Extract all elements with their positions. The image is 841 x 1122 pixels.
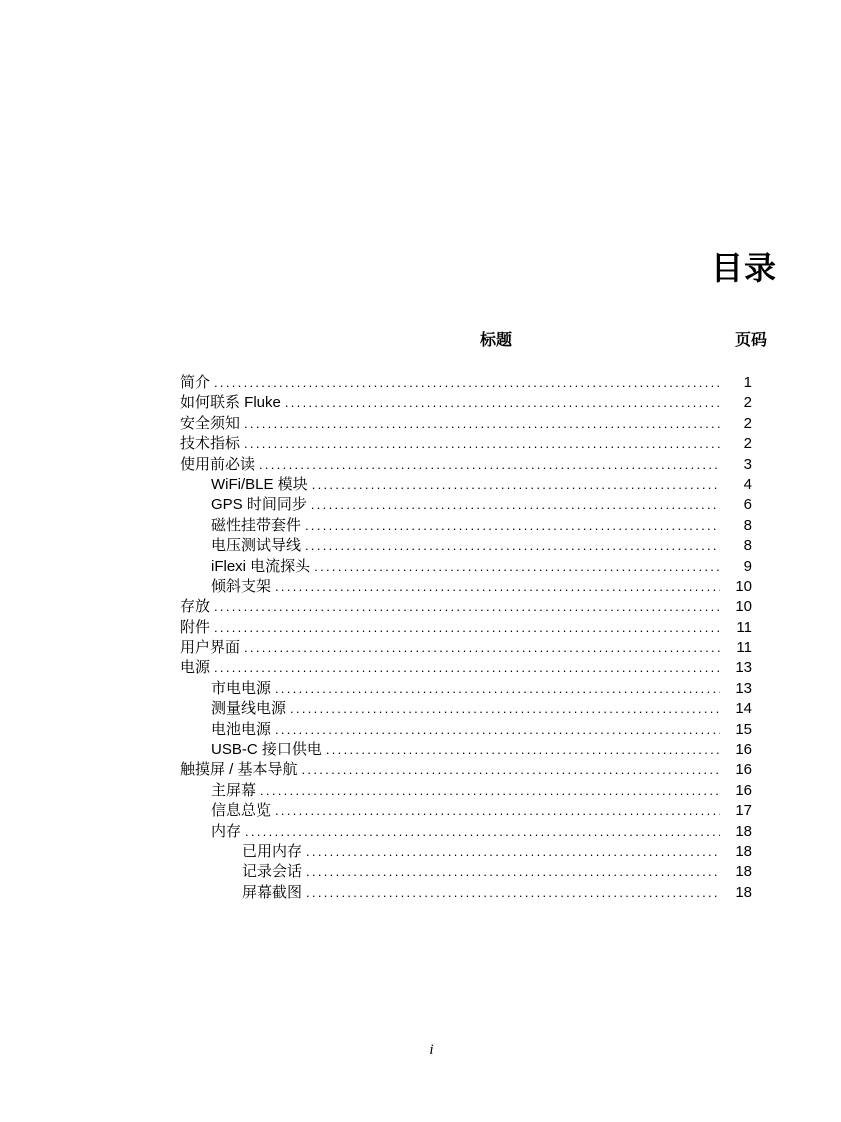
toc-entry-page: 6 bbox=[743, 496, 752, 514]
toc-entry-label: 如何联系 Fluke bbox=[180, 394, 281, 412]
toc-entry[interactable] bbox=[180, 455, 752, 475]
toc-leader-dots bbox=[244, 434, 720, 454]
toc-entry-page: 11 bbox=[736, 618, 752, 636]
toc-entry-page: 15 bbox=[735, 720, 752, 738]
toc-entry[interactable] bbox=[180, 475, 752, 495]
toc-leader-dots bbox=[285, 393, 720, 413]
toc-entry-page: 10 bbox=[735, 598, 752, 616]
toc-entry[interactable] bbox=[180, 801, 752, 821]
toc-entry-label: WiFi/BLE 模块 bbox=[211, 475, 308, 493]
toc-entry[interactable] bbox=[180, 658, 752, 678]
toc-entry-page: 2 bbox=[743, 414, 752, 432]
toc-entry[interactable] bbox=[180, 883, 752, 903]
toc-entry-page: 2 bbox=[743, 394, 752, 412]
toc-entry-label: 主屏幕 bbox=[211, 781, 257, 799]
toc-entry[interactable] bbox=[180, 638, 752, 658]
toc-leader-dots bbox=[244, 414, 720, 434]
toc-entry[interactable] bbox=[180, 577, 752, 597]
toc-entry[interactable] bbox=[180, 720, 752, 740]
column-header-page: 页码 bbox=[734, 330, 767, 349]
toc-entry-label: 测量线电源 bbox=[211, 700, 287, 718]
toc-entry-page: 8 bbox=[743, 516, 752, 534]
toc-entry-label: 已用内存 bbox=[242, 842, 303, 860]
toc-entry-page: 10 bbox=[735, 577, 752, 595]
toc-entry-label: 记录会话 bbox=[242, 863, 303, 881]
toc-entry[interactable] bbox=[180, 618, 752, 638]
toc-leader-dots bbox=[312, 475, 720, 495]
toc-leader-dots bbox=[244, 638, 720, 658]
toc-entry-label: 存放 bbox=[180, 598, 211, 616]
toc-entry-page: 13 bbox=[735, 679, 752, 697]
toc-entry-page: 16 bbox=[735, 781, 752, 799]
toc-entry-label: 使用前必读 bbox=[180, 455, 256, 473]
toc-entry-label: 简介 bbox=[180, 374, 211, 391]
toc-leader-dots bbox=[306, 842, 720, 862]
toc-entry-label: 电压测试导线 bbox=[211, 537, 302, 555]
toc-entry-label: 电源 bbox=[180, 659, 211, 677]
toc-entry[interactable] bbox=[180, 393, 752, 413]
toc-entry-page: 9 bbox=[743, 557, 752, 575]
toc-entry-page: 18 bbox=[735, 822, 752, 840]
toc-entry-label: 信息总览 bbox=[211, 802, 272, 820]
toc-entry-label: 安全须知 bbox=[180, 414, 241, 432]
toc-leader-dots bbox=[214, 597, 720, 617]
toc-entry[interactable] bbox=[180, 740, 752, 760]
toc-leader-dots bbox=[214, 373, 720, 393]
column-header-title: 标题 bbox=[480, 330, 513, 349]
toc-entry[interactable] bbox=[180, 434, 752, 454]
toc-entry-label: iFlexi 电流探头 bbox=[211, 557, 311, 575]
toc-entry[interactable] bbox=[180, 781, 752, 801]
table-of-contents bbox=[180, 373, 752, 903]
toc-leader-dots bbox=[326, 740, 720, 760]
toc-entry-page: 18 bbox=[735, 863, 752, 881]
footer-page-number: i bbox=[429, 1042, 434, 1058]
toc-entry-page: 17 bbox=[735, 802, 752, 820]
toc-entry-label: 用户界面 bbox=[180, 639, 241, 657]
toc-entry-page: 11 bbox=[736, 639, 752, 657]
toc-entry-label: USB-C 接口供电 bbox=[211, 741, 322, 759]
toc-entry-page: 18 bbox=[735, 883, 752, 901]
toc-leader-dots bbox=[259, 455, 720, 475]
toc-entry-label: 磁性挂带套件 bbox=[211, 516, 302, 534]
toc-entry-label: 触摸屏 / 基本导航 bbox=[180, 761, 298, 779]
toc-entry-label: 附件 bbox=[180, 618, 211, 636]
toc-entry[interactable] bbox=[180, 822, 752, 842]
toc-entry[interactable] bbox=[180, 373, 752, 393]
toc-entry-label: 倾斜支架 bbox=[211, 577, 272, 595]
page-title: 目录 bbox=[710, 249, 777, 287]
toc-entry-page: 2 bbox=[743, 435, 752, 453]
toc-entry-label: 市电电源 bbox=[211, 679, 272, 697]
toc-leader-dots bbox=[214, 658, 720, 678]
toc-leader-dots bbox=[214, 618, 720, 638]
toc-entry[interactable] bbox=[180, 699, 752, 719]
toc-entry[interactable] bbox=[180, 557, 752, 577]
toc-entry-page: 18 bbox=[735, 842, 752, 860]
toc-leader-dots bbox=[306, 883, 720, 903]
toc-leader-dots bbox=[275, 679, 720, 699]
toc-leader-dots bbox=[314, 557, 720, 577]
toc-entry-label: 屏幕截图 bbox=[242, 883, 303, 901]
toc-leader-dots bbox=[306, 862, 720, 882]
toc-entry-page: 13 bbox=[735, 659, 752, 677]
toc-entry[interactable] bbox=[180, 516, 752, 536]
toc-entry-page: 14 bbox=[735, 700, 752, 718]
toc-leader-dots bbox=[305, 516, 720, 536]
toc-leader-dots bbox=[302, 760, 720, 780]
toc-leader-dots bbox=[245, 822, 720, 842]
toc-leader-dots bbox=[311, 495, 720, 515]
toc-entry-label: 技术指标 bbox=[180, 435, 241, 453]
toc-entry-page: 8 bbox=[743, 537, 752, 555]
toc-entry-label: 电池电源 bbox=[211, 720, 272, 738]
toc-leader-dots bbox=[260, 781, 720, 801]
toc-entry[interactable] bbox=[180, 679, 752, 699]
toc-entry-page: 4 bbox=[743, 475, 752, 493]
toc-entry-page: 3 bbox=[743, 455, 752, 473]
toc-leader-dots bbox=[275, 801, 720, 821]
toc-leader-dots bbox=[275, 577, 720, 597]
toc-leader-dots bbox=[305, 536, 720, 556]
toc-entry-page: 1 bbox=[743, 374, 752, 391]
toc-entry[interactable] bbox=[180, 597, 752, 617]
toc-entry[interactable] bbox=[180, 536, 752, 556]
toc-entry[interactable] bbox=[180, 760, 752, 780]
toc-entry-label: 内存 bbox=[211, 822, 242, 840]
toc-entry-page: 16 bbox=[735, 761, 752, 779]
toc-leader-dots bbox=[290, 699, 720, 719]
toc-entry[interactable] bbox=[180, 862, 752, 882]
toc-entry[interactable] bbox=[180, 414, 752, 434]
toc-leader-dots bbox=[275, 720, 720, 740]
toc-entry-page: 16 bbox=[735, 741, 752, 759]
toc-entry[interactable] bbox=[180, 495, 752, 515]
toc-entry-label: GPS 时间同步 bbox=[211, 496, 307, 514]
toc-entry[interactable] bbox=[180, 842, 752, 862]
